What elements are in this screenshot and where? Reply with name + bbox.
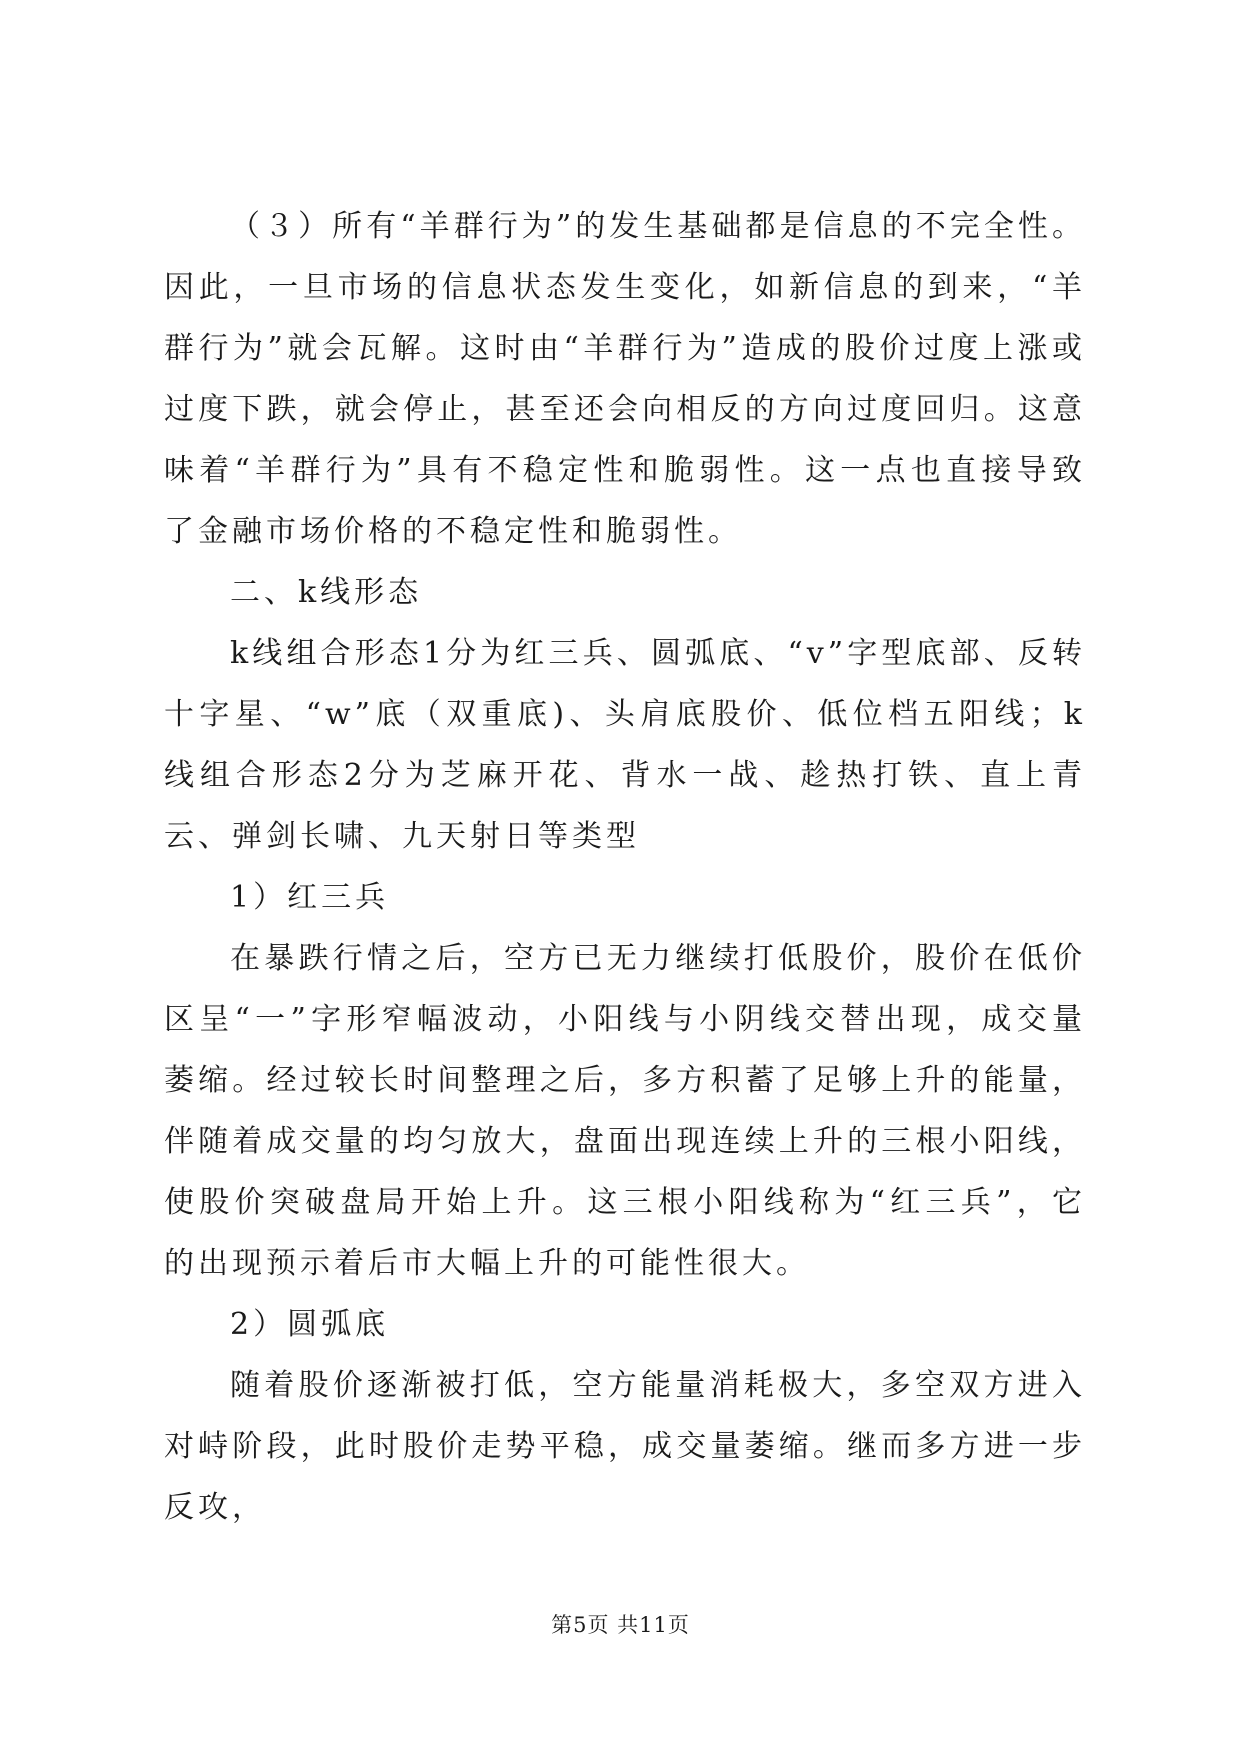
subheading-rounding-bottom: 2）圆弧底 [230,1307,390,1342]
subheading-red-three-soldiers: 1）红三兵 [230,880,390,915]
document-body [164,196,1086,1538]
paragraph-red-three-soldiers: 在暴跌行情之后，空方已无力继续打低股价，股价在低价区呈“一”字形窄幅波动，小阳线与小阴线交替出现，成交量萎缩。经过较长时间整理之后，多方积蓄了足够上升的能量，伴随着成交量的均匀放大，盘面出现连续上升的三根小阳线，使股价突破盘局开始上升。这三根小阳线称为“红三兵”，它的出现预示着后市大幅上升的可能性很大。 [164,941,1086,1281]
paragraph-k-line-types: k线组合形态1分为红三兵、圆弧底、“v”字型底部、反转十字星、“w”底（双重底)、头肩底股价、低位档五阳线；k线组合形态2分为芝麻开花、背水一战、趁热打铁、直上青云、弹剑长啸、九天射日等类型 [164,636,1086,854]
section-heading-k-line: 二、k线形态 [230,575,423,610]
paragraph-herd-behavior-3: （３）所有“羊群行为”的发生基础都是信息的不完全性。因此，一旦市场的信息状态发生变化，如新信息的到来，“羊群行为”就会瓦解。这时由“羊群行为”造成的股价过度上涨或过度下跌，就会停止，甚至还会向相反的方向过度回归。这意味着“羊群行为”具有不稳定性和脆弱性。这一点也直接导致了金融市场价格的不稳定性和脆弱性。 [164,209,1086,549]
page-footer: 第5页 共11页 [551,1613,690,1637]
paragraph-rounding-bottom: 随着股价逐渐被打低，空方能量消耗极大，多空双方进入对峙阶段，此时股价走势平稳，成交量萎缩。继而多方进一步反攻， [164,1368,1086,1525]
